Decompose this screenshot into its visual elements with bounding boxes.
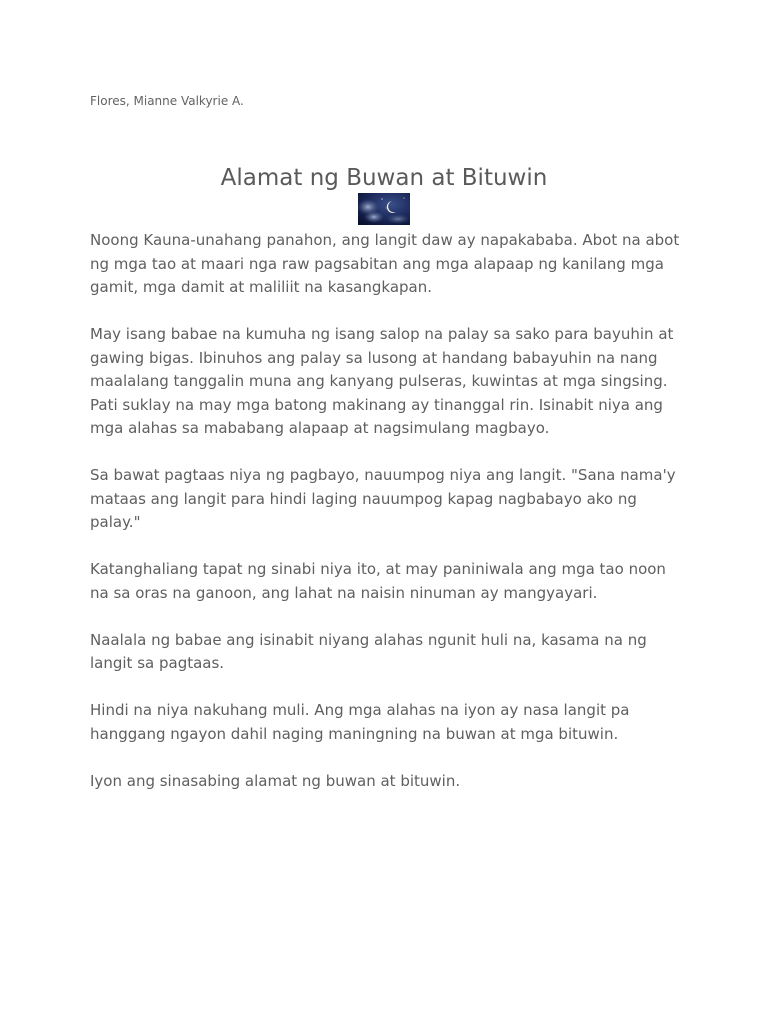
paragraph: Noong Kauna-unahang panahon, ang langit daw ay napakababa. Abot na abot ng mga tao at maari nga raw pagsabitan ang mga alapaap ng kanilang mga gamit, mga damit at maliliit na kasangkapan. — [90, 231, 680, 296]
paragraph: Iyon ang sinasabing alamat ng buwan at bituwin. — [90, 771, 461, 790]
paragraph: May isang babae na kumuha ng isang salop na palay sa sako para bayuhin at gawing bigas. Ibinuhos ang palay sa lusong at handang babayuhin na nang maalalang tanggalin muna ang kanyang pulseras, kuwintas at mga singsing. Pati suklay na may mga batong makinang ay tinanggal rin. Isinabit niya ang mga alahas sa mababang alapaap at nagsimulang magbayo. — [90, 325, 674, 437]
story-body — [90, 229, 686, 817]
moon-night-sky-image — [358, 193, 410, 225]
paragraph: Katanghaliang tapat ng sinabi niya ito, at may paniniwala ang mga tao noon na sa oras na ganoon, ang lahat na naisin ninuman ay mangyayari. — [90, 560, 666, 602]
paragraph: Sa bawat pagtaas niya ng pagbayo, nauumpog niya ang langit. "Sana nama'y mataas ang langit para hindi laging nauumpog kapag nagbabayo ako ng palay." — [90, 466, 676, 531]
author-name: Flores, Mianne Valkyrie A. — [90, 94, 244, 108]
paragraph: Hindi na niya nakuhang muli. Ang mga alahas na iyon ay nasa langit pa hanggang ngayon dahil naging maningning na buwan at mga bituwin. — [90, 701, 630, 743]
paragraph: Naalala ng babae ang isinabit niyang alahas ngunit huli na, kasama na ng langit sa pagtaas. — [90, 630, 647, 672]
document-title: Alamat ng Buwan at Bituwin — [220, 165, 548, 191]
